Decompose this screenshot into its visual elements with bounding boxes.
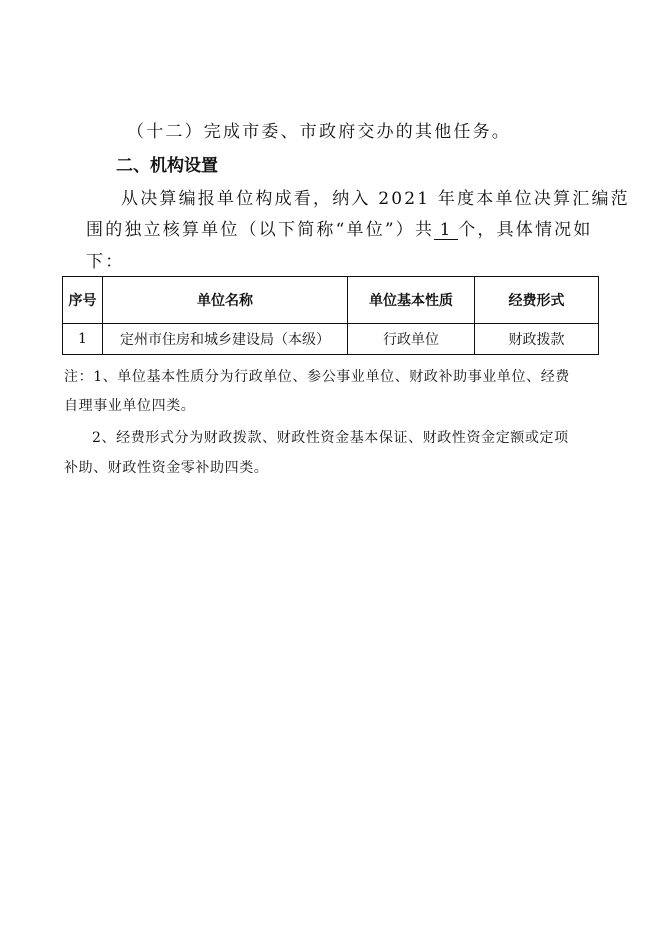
note-1-line-2: 自理事业单位四类。 xyxy=(64,398,196,414)
intro-line-2-after: 个，具体情况如 xyxy=(458,220,593,240)
cell-index: 1 xyxy=(63,324,103,355)
header-funding-type: 经费形式 xyxy=(475,277,599,324)
table-row xyxy=(63,324,599,355)
task-item-12: （十二）完成市委、市政府交办的其他任务。 xyxy=(127,122,511,142)
intro-line-1: 从决算编报单位构成看，纳入 2021 年度本单位决算汇编范 xyxy=(121,189,630,209)
note-2-line-2: 补助、财政性资金零补助四类。 xyxy=(64,460,269,476)
header-unit-nature: 单位基本性质 xyxy=(348,277,475,324)
header-unit-name: 单位名称 xyxy=(103,277,348,324)
unit-table xyxy=(62,276,599,355)
unit-count-value: 1 xyxy=(434,221,458,240)
table-header-row xyxy=(63,277,599,324)
section-heading: 二、机构设置 xyxy=(116,156,218,176)
cell-unit-nature: 行政单位 xyxy=(348,324,475,355)
intro-line-2-before: 围的独立核算单位（以下简称“单位”）共 xyxy=(86,220,435,240)
note-1-line-1: 注：1、单位基本性质分为行政单位、参公事业单位、财政补助事业单位、经费 xyxy=(64,369,570,385)
cell-unit-name: 定州市住房和城乡建设局（本级） xyxy=(103,324,348,355)
intro-line-3: 下： xyxy=(86,252,125,272)
note-2-line-1: 2、经费形式分为财政拨款、财政性资金基本保证、财政性资金定额或定项 xyxy=(92,430,569,446)
cell-funding-type: 财政拨款 xyxy=(475,324,599,355)
header-index: 序号 xyxy=(63,277,103,324)
intro-line-2 xyxy=(86,219,593,241)
